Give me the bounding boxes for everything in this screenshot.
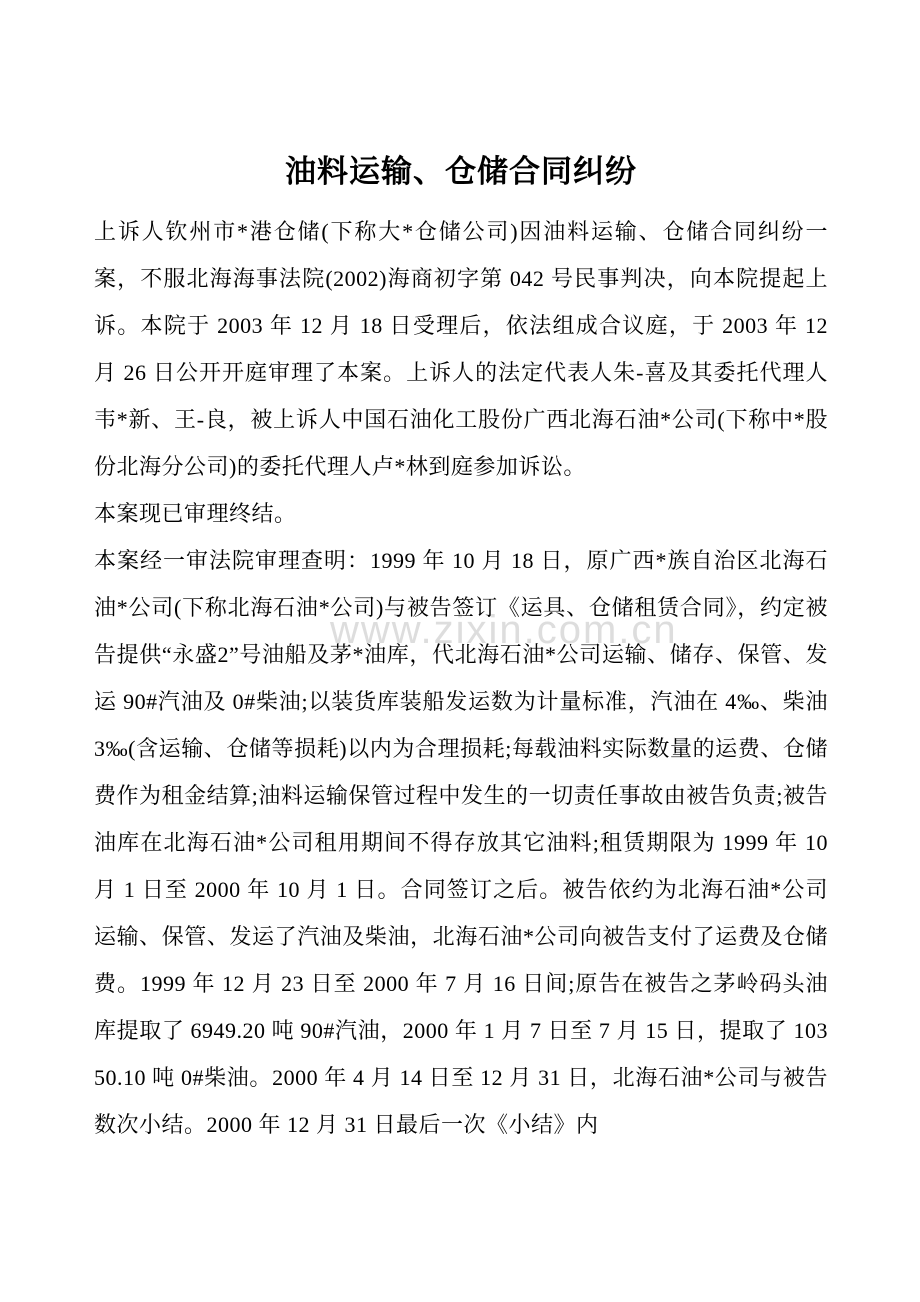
watermark: www.zixin.com.cn: [330, 608, 678, 652]
document-body: [94, 208, 828, 1148]
paragraph: 本案现已审理终结。: [94, 501, 297, 526]
document-title: 油料运输、仓储合同纠纷: [285, 154, 637, 189]
paragraph: 上诉人钦州市*港仓储(下称大*仓储公司)因油料运输、仓储合同纠纷一案，不服北海海事法院(2002)海商初字第 042 号民事判决，向本院提起上诉。本院于 2003 年 12 月 18 日受理后，依法组成合议庭，于 2003 年 12 月 26 日公开开庭审理了本案。上诉人的法定代表人朱-喜及其委托代理人韦*新、王-良，被上诉人中国石油化工股份广西北海石油*公司(下称中*股份北海分公司)的委托代理人卢*林到庭参加诉讼。: [94, 219, 828, 479]
paragraph: 本案经一审法院审理查明：1999 年 10 月 18 日，原广西*族自治区北海石油*公司(下称北海石油*公司)与被告签订《运具、仓储租赁合同》，约定被告提供“永盛2”号油船及茅*油库，代北海石油*公司运输、储存、保管、发运 90#汽油及 0#柴油;以装货库装船发运数为计量标准，汽油在 4‰、柴油 3‰(含运输、仓储等损耗)以内为合理损耗;每载油料实际数量的运费、仓储费作为租金结算;油料运输保管过程中发生的一切责任事故由被告负责;被告油库在北海石油*公司租用期间不得存放其它油料;租赁期限为 1999 年 10 月 1 日至 2000 年 10 月 1 日。合同签订之后。被告依约为北海石油*公司运输、保管、发运了汽油及柴油，北海石油*公司向被告支付了运费及仓储费。1999 年 12 月 23 日至 2000 年 7 月 16 日间;原告在被告之茅岭码头油库提取了 6949.20 吨 90#汽油，2000 年 1 月 7 日至 7 月 15 日，提取了 10350.10 吨 0#柴油。2000 年 4 月 14 日至 12 月 31 日，北海石油*公司与被告数次小结。2000 年 12 月 31 日最后一次《小结》内: [94, 548, 828, 1137]
